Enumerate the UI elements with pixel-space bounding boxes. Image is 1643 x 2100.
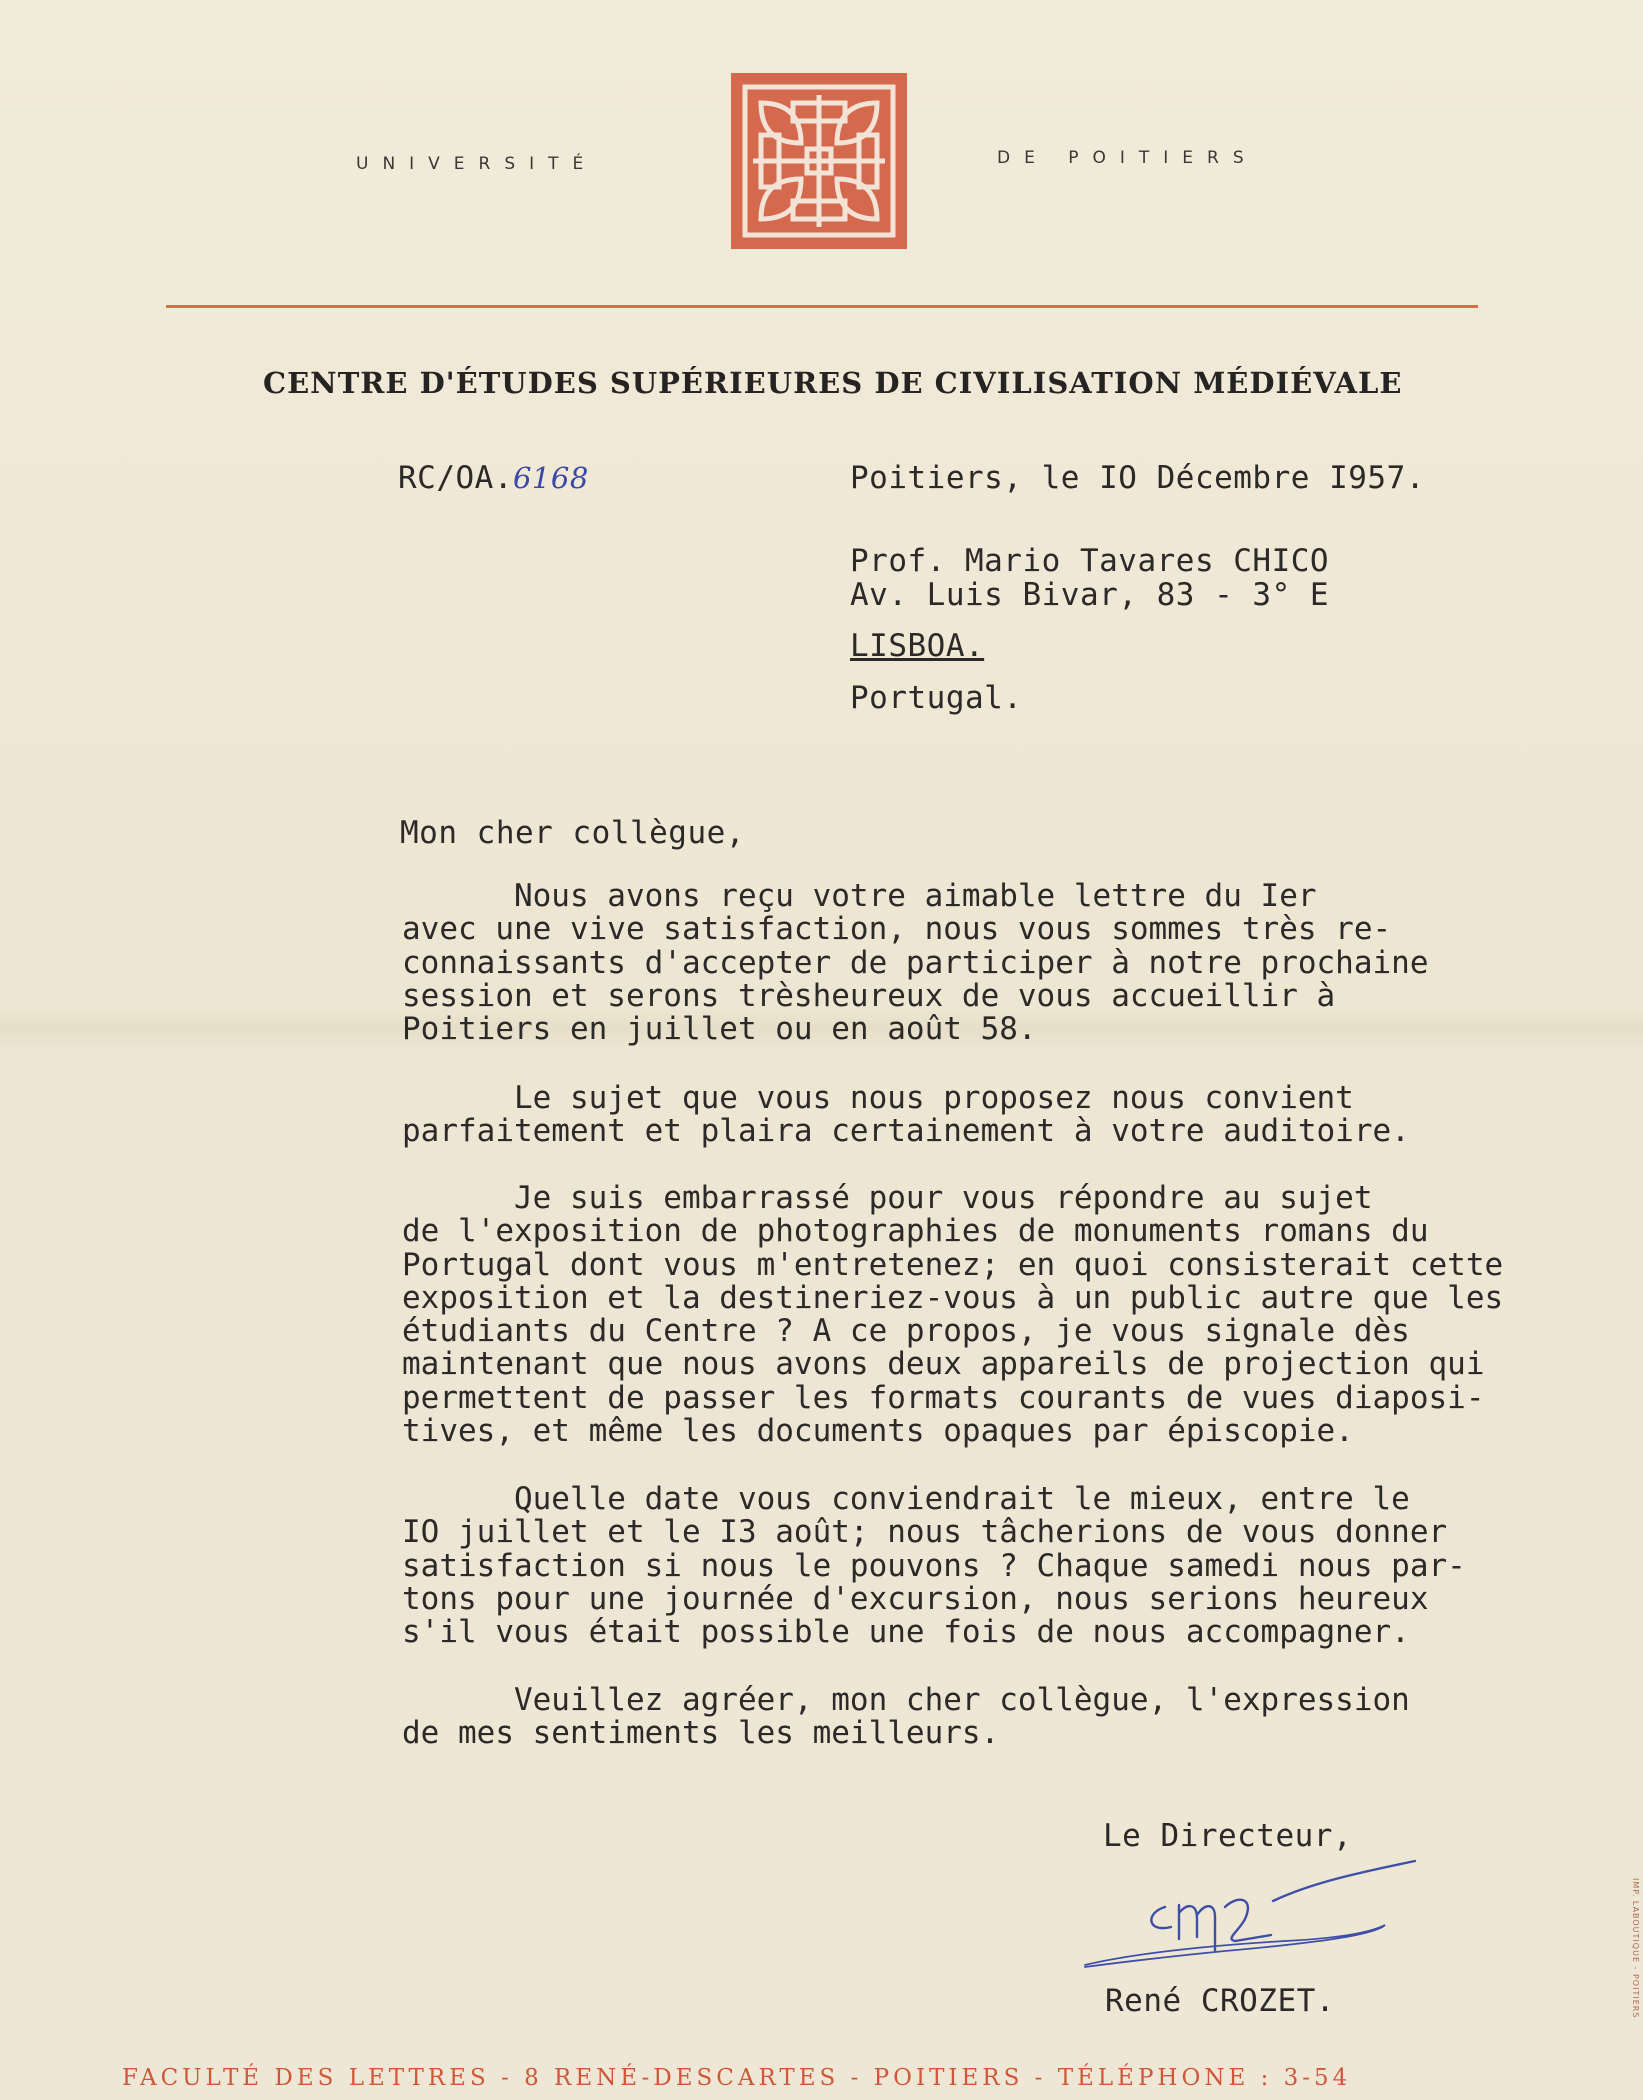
recipient-name: Prof. Mario Tavares CHICO	[850, 543, 1330, 579]
printer-mark: IMP. LABOUTIQUE - POITIERS	[1631, 1878, 1640, 2019]
body-line: exposition et la destineriez-vous à un public autre que les	[402, 1279, 1504, 1316]
body-line: Nous avons reçu votre aimable lettre du Ier	[402, 878, 1317, 914]
body-line: s'il vous était possible une fois de nous accompagner.	[402, 1614, 1410, 1651]
body-line: de l'exposition de photographies de monuments romans du	[402, 1213, 1429, 1250]
reference-handwritten: 6168	[512, 461, 589, 495]
recipient-country: Portugal.	[850, 680, 1023, 716]
body-line: avec une vive satisfaction, nous vous sommes très re-	[402, 911, 1392, 948]
body-paragraph-4	[402, 1483, 1466, 1649]
signatory-name: René CROZET.	[1105, 1983, 1335, 2019]
letterhead-university: UNIVERSITÉ	[356, 154, 598, 174]
salutation: Mon cher collègue,	[400, 815, 745, 851]
signature-image	[1075, 1855, 1435, 1975]
body-paragraph-5	[402, 1684, 1410, 1751]
body-line: maintenant que nous avons deux appareils de projection qui	[402, 1346, 1485, 1383]
recipient-city: LISBOA.	[850, 628, 985, 664]
body-line: connaissants d'accepter de participer à notre prochaine	[402, 944, 1429, 981]
body-line: Veuillez agréer, mon cher collègue, l'expression	[402, 1682, 1410, 1718]
body-paragraph-2	[402, 1082, 1410, 1149]
body-line: Portugal dont vous m'entretenez; en quoi consisterait cette	[402, 1246, 1504, 1283]
body-line: Le sujet que vous nous proposez nous convient	[402, 1080, 1354, 1116]
body-line: session et serons trèsheureux de vous accueillir à	[402, 977, 1336, 1014]
reference-code	[398, 460, 589, 496]
date-line: Poitiers, le IO Décembre I957.	[850, 460, 1425, 496]
body-line: étudiants du Centre ? A ce propos, je vous signale dès	[402, 1313, 1410, 1350]
body-line: Poitiers en juillet ou en août 58.	[402, 1011, 1037, 1048]
body-line: satisfaction si nous le pouvons ? Chaque samedi nous par-	[402, 1547, 1466, 1584]
body-line: Je suis embarrassé pour vous répondre au sujet	[402, 1180, 1373, 1216]
footer-address: FACULTÉ DES LETTRES - 8 RENÉ-DESCARTES - POITIERS - TÉLÉPHONE : 3-54	[122, 2065, 1352, 2091]
letterhead-rule	[166, 305, 1478, 308]
body-line: tives, et même les documents opaques par épiscopie.	[402, 1413, 1354, 1450]
body-line: de mes sentiments les meilleurs.	[402, 1715, 1000, 1752]
body-paragraph-1	[402, 880, 1429, 1046]
body-line: permettent de passer les formats courants de vues diaposi-	[402, 1379, 1485, 1416]
closing-title: Le Directeur,	[1103, 1818, 1353, 1854]
body-line: IO juillet et le I3 août; nous tâcherions de vous donner	[402, 1514, 1448, 1551]
reference-typed: RC/OA.	[398, 460, 513, 496]
body-line: tons pour une journée d'excursion, nous serions heureux	[402, 1580, 1429, 1617]
letterhead-city: DE POITIERS	[997, 148, 1258, 168]
centre-name: CENTRE D'ÉTUDES SUPÉRIEURES DE CIVILISATION MÉDIÉVALE	[263, 366, 1403, 400]
body-paragraph-3	[402, 1182, 1503, 1448]
recipient-street: Av. Luis Bivar, 83 - 3° E	[850, 577, 1330, 613]
body-line: parfaitement et plaira certainement à votre auditoire.	[402, 1113, 1410, 1150]
body-line: Quelle date vous conviendrait le mieux, entre le	[402, 1481, 1410, 1517]
university-emblem-logo	[731, 73, 907, 249]
